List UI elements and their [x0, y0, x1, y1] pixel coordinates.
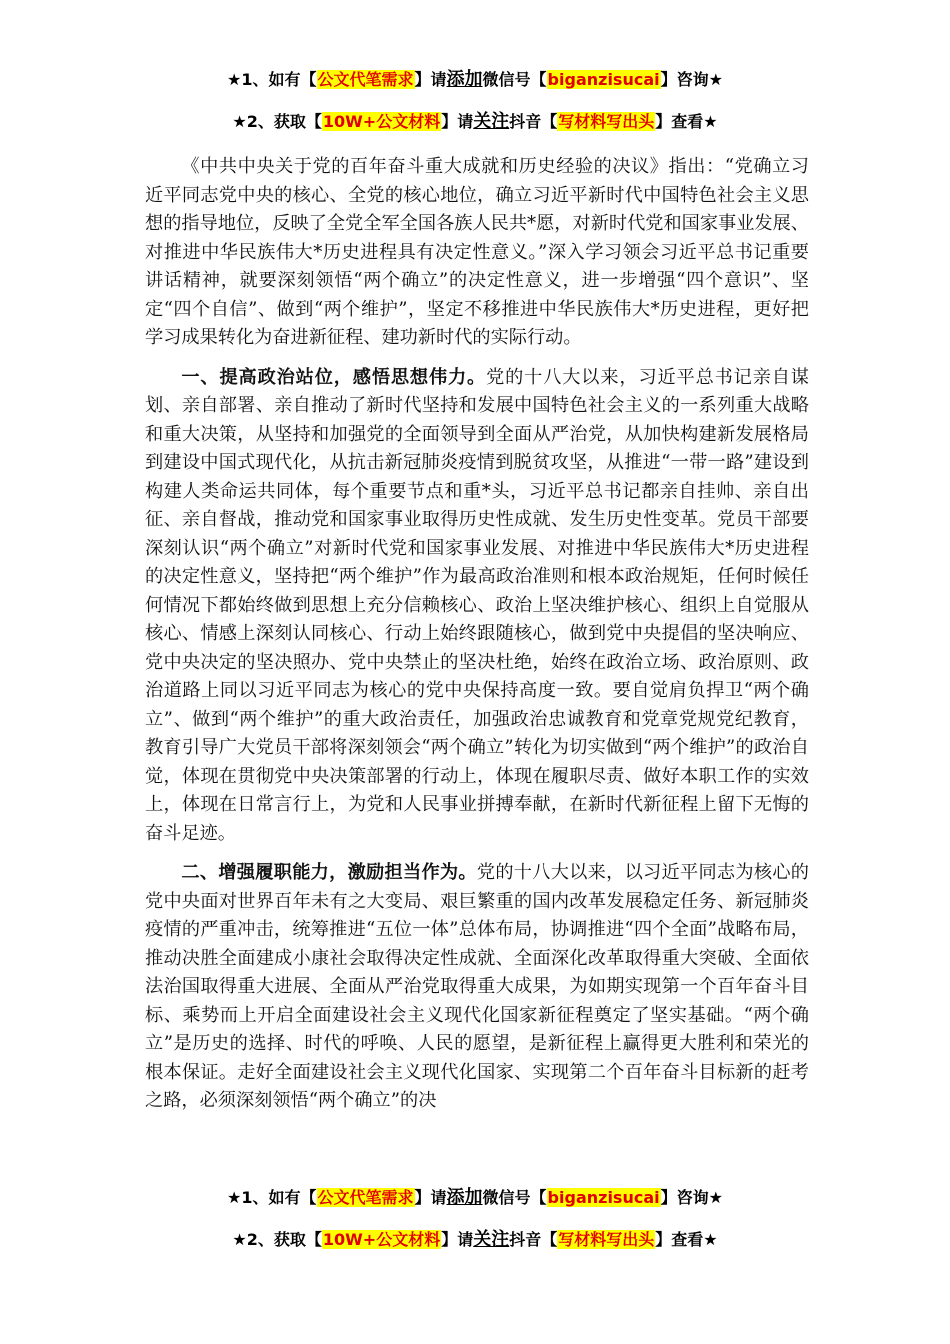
promo-underline: 添加 — [446, 69, 483, 90]
promo-text: 抖音【 — [509, 1230, 558, 1249]
promo-line-2-bottom — [0, 1228, 950, 1252]
promo-text: 】查看★ — [655, 112, 718, 131]
promo-text: 抖音【 — [509, 112, 558, 131]
promo-text: 】请 — [441, 1230, 474, 1249]
promo-text: 微信号【 — [482, 70, 547, 89]
paragraph-intro: 《中共中央关于党的百年奋斗重大成就和历史经验的决议》指出：“党确立习近平同志党中央的核心、全党的核心地位，确立习近平新时代中国特色社会主义思想的指导地位，反映了全党全军全国各族人民共*愿，对新时代党和国家事业发展、对推进中华民族伟大*历史进程具有决定性意义。”深入学习领会习近平总书记重要讲话精神，就要深刻领悟“两个确立”的决定性意义，进一步增强“四个意识”、坚定“四个自信”、做到“两个维护”，坚定不移推进中华民族伟大*历史进程，更好把学习成果转化为奋进新征程、建功新时代的实际行动。 — [145, 156, 809, 348]
promo-text: 】咨询★ — [660, 70, 723, 89]
promo-text: ★1、如有【 — [227, 1188, 317, 1207]
section-1-heading: 一、提高政治站位，感悟思想伟力。 — [181, 366, 487, 388]
body-viewport — [145, 153, 809, 1175]
promo-text: ★1、如有【 — [227, 70, 317, 89]
paragraph-section-1 — [145, 364, 809, 849]
promo-underline: 关注 — [473, 111, 510, 132]
section-1-text: 党的十八大以来，习近平总书记亲自谋划、亲自部署、亲自推动了新时代坚持和发展中国特色社会主义的一系列重大战略和重大决策，从坚持和加强党的全面领导到全面从严治党，从加快构建新发展格局到建设中国式现代化，从抗击新冠肺炎疫情到脱贫攻坚，从推进“一带一路”建设到构建人类命运共同体，每个重要节点和重*头，习近平总书记都亲自挂帅、亲自出征、亲自督战，推动党和国家事业取得历史性成就、发生历史性变革。党员干部要深刻认识“两个确立”对新时代党和国家事业发展、对推进中华民族伟大*历史进程的决定性意义，坚持把“两个维护”作为最高政治准则和根本政治规矩，任何时候任何情况下都始终做到思想上充分信赖核心、政治上坚决维护核心、组织上自觉服从核心、情感上深刻认同核心、行动上始终跟随核心，做到党中央提倡的坚决响应、党中央决定的坚决照办、党中央禁止的坚决杜绝，始终在政治立场、政治原则、政治道路上同以习近平同志为核心的党中央保持高度一致。要自觉肩负捍卫“两个确立”、做到“两个维护”的重大政治责任，加强政治忠诚教育和党章党规党纪教育，教育引导广大党员干部将深刻领会“两个确立”转化为切实做到“两个维护”的政治自觉，体现在贯彻党中央决策部署的行动上，体现在履职尽责、做好本职工作的实效上，体现在日常言行上，为党和人民事业拼搏奉献，在新时代新征程上留下无悔的奋斗足迹。 — [145, 366, 809, 844]
section-2-text: 党的十八大以来，以习近平同志为核心的党中央面对世界百年未有之大变局、艰巨繁重的国内改革发展稳定任务、新冠肺炎疫情的严重冲击，统筹推进“五位一体”总体布局，协调推进“四个全面”战略布局，推动决胜全面建成小康社会取得决定性成就、全面深化改革取得重大突破、全面依法治国取得重大进展、全面从严治党取得重大成果，为如期实现第一个百年奋斗目标、乘势而上开启全面建设社会主义现代化国家新征程奠定了坚实基础。“两个确立”是历史的选择、时代的呼唤、人民的愿望，是新征程上赢得更大胜利和荣光的根本保证。走好全面建设社会主义现代化国家、实现第二个百年奋斗目标新的赶考之路，必须深刻领悟“两个确立”的决 — [145, 862, 809, 1111]
promo-line-1-bottom — [0, 1186, 950, 1210]
promo-text: ★2、获取【 — [232, 112, 322, 131]
promo-line-2-top — [0, 110, 950, 134]
promo-highlight: biganzisucai — [547, 70, 660, 89]
promo-highlight: 公文代笔需求 — [317, 1188, 414, 1207]
promo-text: 】查看★ — [655, 1230, 718, 1249]
promo-underline: 添加 — [446, 1187, 483, 1208]
promo-highlight: 写材料写出头 — [558, 1230, 655, 1249]
promo-text: 】请 — [441, 112, 474, 131]
promo-text: 】请 — [414, 70, 447, 89]
promo-text: 】请 — [414, 1188, 447, 1207]
promo-highlight: 10W+公文材料 — [322, 112, 441, 131]
promo-highlight: 10W+公文材料 — [322, 1230, 441, 1249]
promo-underline: 关注 — [473, 1229, 510, 1250]
promo-line-1-top — [0, 68, 950, 92]
promo-highlight: 写材料写出头 — [558, 112, 655, 131]
section-2-heading: 二、增强履职能力，激励担当作为。 — [181, 862, 477, 883]
document-body — [145, 153, 809, 1127]
promo-highlight: 公文代笔需求 — [317, 70, 414, 89]
paragraph-section-2 — [145, 859, 809, 1116]
promo-highlight: biganzisucai — [547, 1188, 660, 1207]
promo-text: ★2、获取【 — [232, 1230, 322, 1249]
promo-text: 微信号【 — [482, 1188, 547, 1207]
promo-text: 】咨询★ — [660, 1188, 723, 1207]
